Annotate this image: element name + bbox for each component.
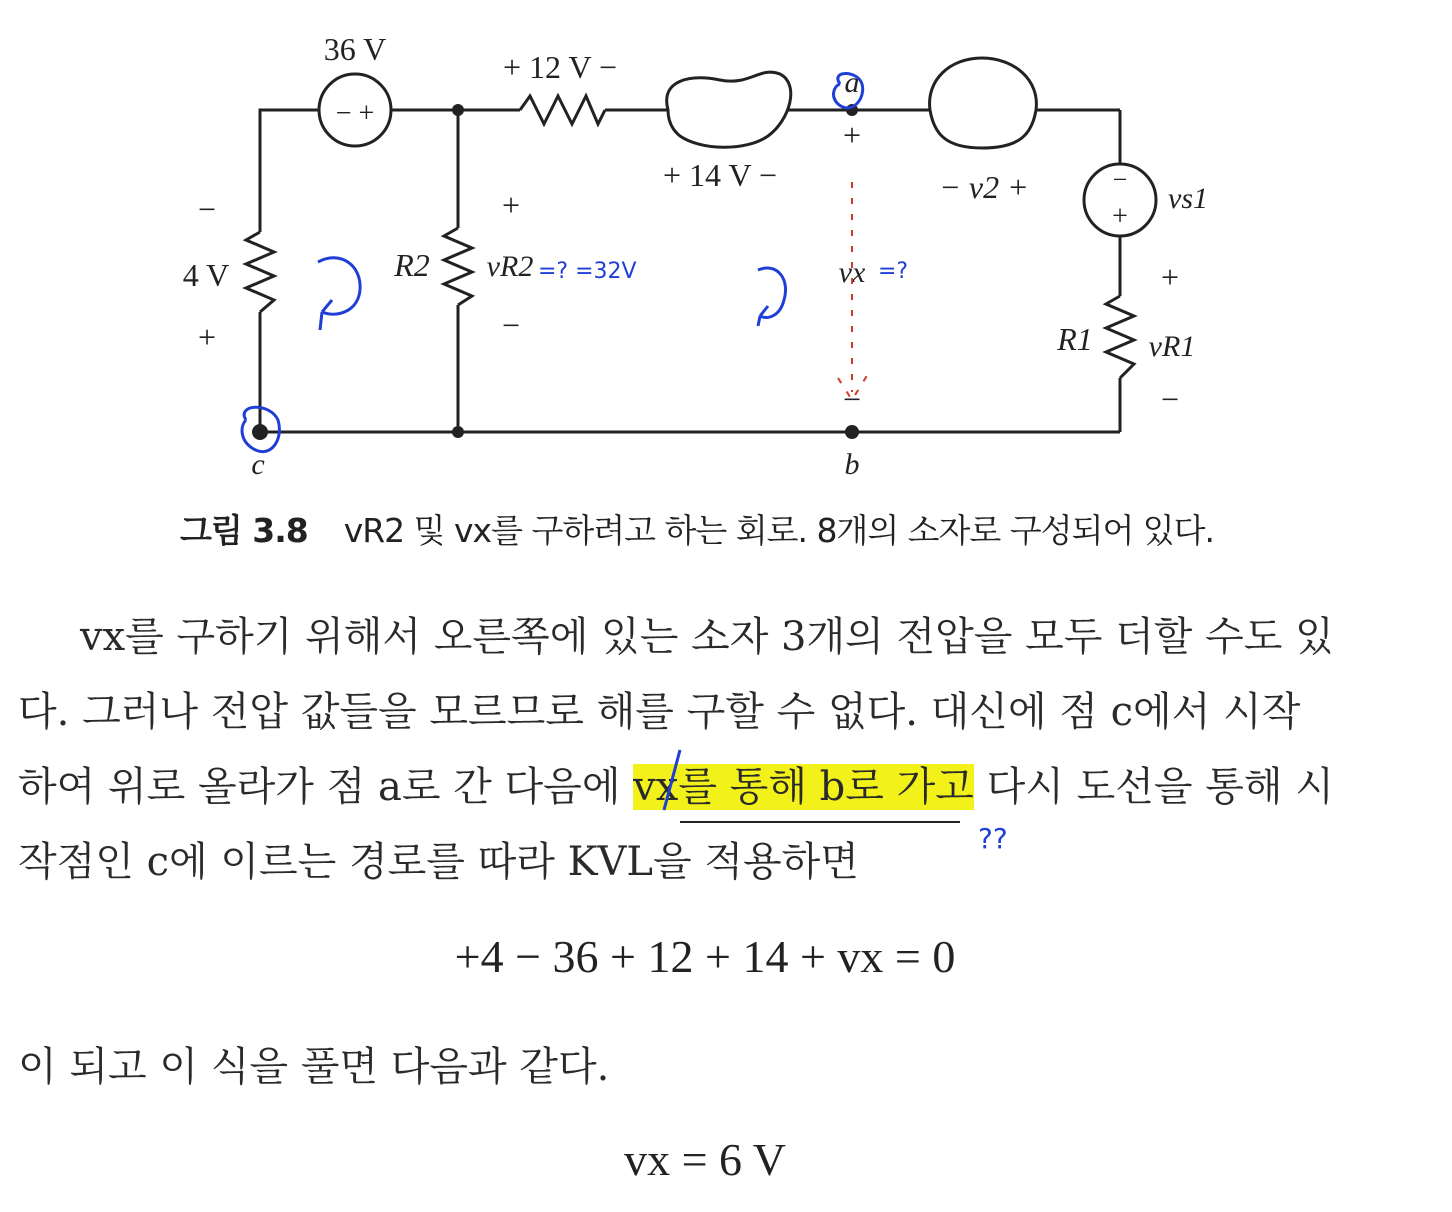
node-a-label: a (844, 66, 860, 99)
vr2-label: vR2 (486, 250, 534, 283)
vr2-minus: − (501, 307, 521, 343)
element-v2-blob (930, 58, 1037, 148)
vr1-plus: + (1160, 259, 1180, 295)
v2-label: − v2 + (939, 169, 1029, 205)
node-c-label: c (251, 448, 265, 481)
paragraph-line-5: 이 되고 이 식을 풀면 다음과 같다. (18, 1044, 610, 1090)
element-14v-blob (667, 72, 791, 147)
node-b-label: b (844, 448, 860, 481)
r2-name: R2 (394, 247, 430, 283)
vs1-label: vs1 (1168, 182, 1208, 215)
slash-mark (664, 750, 680, 810)
paragraph-line-4: 작점인 c에 이르는 경로를 따라 KVL을 적용하면 (18, 839, 859, 885)
question-note: ?? (978, 822, 1008, 855)
resistor-12v (520, 96, 605, 124)
vx-label: vx (838, 256, 866, 289)
figure-number: 그림 3.8 (180, 511, 308, 550)
vx-path-arrow (838, 182, 868, 400)
vx-minus: − (842, 381, 862, 417)
element-14v-label: + 14 V − (662, 157, 778, 193)
vr1-label: vR1 (1148, 330, 1196, 363)
node-b-dot (845, 425, 859, 439)
node-dot (452, 104, 464, 116)
vs1-top-sign: − (1112, 165, 1128, 194)
vx-note: =? (878, 259, 909, 284)
paragraph-annotations (0, 740, 1452, 880)
kvl-equation: +4 − 36 + 12 + 14 + vx = 0 (454, 931, 956, 982)
r1-name: R1 (1057, 321, 1093, 357)
source-36v-label: 36 V (323, 31, 387, 67)
highlighted-phrase: vx를 통해 b로 가고 (633, 764, 974, 810)
left-resistor-plus: + (197, 319, 217, 355)
paragraph-line-3-post: 다시 도선을 통해 시 (973, 764, 1334, 810)
vr2-note: =? =32V (538, 259, 637, 284)
resistor-r2 (444, 228, 472, 305)
resistor-4v (246, 232, 274, 312)
node-c-dot (252, 424, 268, 440)
resistor-12v-label: + 12 V − (502, 49, 618, 85)
vx-plus: + (842, 117, 862, 153)
loop-arrow-right (758, 268, 786, 326)
figure-caption-text: vR2 및 vx를 구하려고 하는 회로. 8개의 소자로 구성되어 있다. (343, 511, 1215, 550)
vs1-bottom-sign: + (1112, 201, 1128, 232)
source-36v-polarity: − + (335, 98, 375, 129)
node-dot (452, 426, 464, 438)
left-resistor-value: 4 V (182, 257, 230, 293)
left-resistor-minus: − (197, 191, 217, 227)
paragraph-line-1: vx를 구하기 위해서 오른쪽에 있는 소자 3개의 전압을 모두 더할 수도 있 (80, 614, 1334, 660)
figure-caption (180, 505, 1214, 552)
loop-arrow-left (318, 258, 360, 330)
resistor-r1 (1106, 296, 1134, 378)
circuit-diagram (0, 0, 1452, 500)
result-equation: vx = 6 V (624, 1134, 786, 1185)
vr1-minus: − (1160, 381, 1180, 417)
vr2-plus: + (501, 187, 521, 223)
paragraph-line-3-pre: 하여 위로 올라가 점 a로 간 다음에 (18, 764, 634, 810)
paragraph-line-2: 다. 그러나 전압 값들을 모르므로 해를 구할 수 없다. 대신에 점 c에서 시작 (18, 689, 1301, 735)
